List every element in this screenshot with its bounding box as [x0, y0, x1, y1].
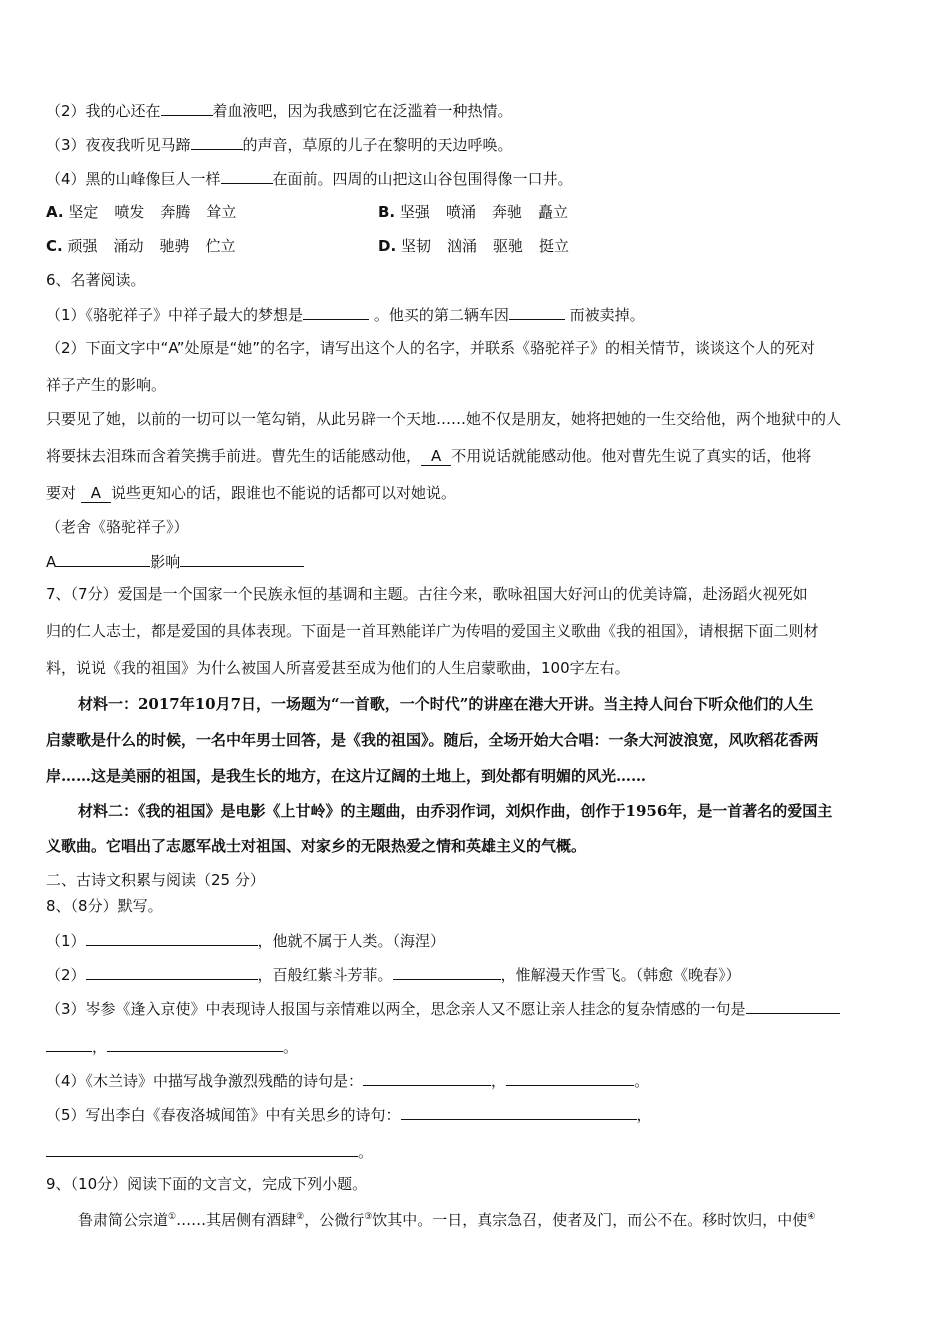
q7-line2: 归的仁人志士，都是爱国的具体表现。下面是一首耳熟能详广为传唱的爱国主义歌曲《我的祖国》，请根据下面二则材: [46, 622, 819, 640]
answer-blank[interactable]: [86, 963, 258, 980]
q9-passage-line1: 鲁肃简公宗道①……其居侧有酒肆②，公微行③饮其中。一日，真宗急召，使者及门，而公不在。移时饮归，中使④: [78, 1211, 816, 1229]
answer-blank[interactable]: [107, 1035, 283, 1052]
answer-blank[interactable]: [46, 1140, 358, 1157]
q6-passage-line3: 要对 A 说些更知心的话，跟谁也不能说的话都可以对她说。: [46, 484, 457, 502]
section-2-title: 二、古诗文积累与阅读（25 分）: [46, 871, 265, 889]
answer-blank[interactable]: [221, 167, 273, 184]
q8-item-4: （4）《木兰诗》中描写战争激烈残酷的诗句是： ， 。: [46, 1069, 649, 1092]
material-2-line2: 义歌曲。它唱出了志愿军战士对祖国、对家乡的无限热爱之情和英雄主义的气概。: [46, 837, 587, 855]
q5-sentence-2: （2）我的心还在 着血液吧，因为我感到它在泛滥着一种热情。: [46, 99, 513, 122]
footnote-3[interactable]: ③: [364, 1212, 373, 1222]
option-a[interactable]: A. 坚定 喷发 奔腾 耸立: [46, 203, 237, 221]
option-c[interactable]: C. 顽强 涌动 驰骋 伫立: [46, 237, 236, 255]
answer-blank[interactable]: [363, 1069, 491, 1086]
q6-answer-line: A 影响: [46, 550, 304, 573]
answer-blank[interactable]: [506, 1069, 634, 1086]
q5-sentence-3: （3）夜夜我听见马蹄 的声音，草原的儿子在黎明的天边呼唤。: [46, 133, 513, 156]
q8-item-3-line1: （3）岑参《逢入京使》中表现诗人报国与亲情难以两全，思念亲人又不愿让亲人挂念的复杂情感的一句是: [46, 997, 840, 1020]
answer-blank[interactable]: [56, 550, 150, 567]
q6-title: 6、名著阅读。: [46, 271, 146, 289]
answer-blank[interactable]: [746, 997, 840, 1014]
q6-item-2-line1: （2）下面文字中“A”处原是“她”的名字，请写出这个人的名字，并联系《骆驼祥子》的相关情节，谈谈这个人的死对: [46, 339, 816, 357]
footnote-1[interactable]: ①: [168, 1212, 177, 1222]
footnote-4[interactable]: ④: [807, 1212, 816, 1222]
answer-blank[interactable]: [303, 303, 369, 320]
name-placeholder-a: A: [421, 447, 451, 466]
q8-item-5-line2: 。: [46, 1140, 373, 1163]
q7-line3: 料，说说《我的祖国》为什么被国人所喜爱甚至成为他们的人生启蒙歌曲，100字左右。: [46, 659, 630, 677]
q6-source: （老舍《骆驼祥子》）: [46, 518, 189, 536]
q7-line1: 7、（7分）爱国是一个国家一个民族永恒的基调和主题。古往今来，歌咏祖国大好河山的优美诗篇，赴汤蹈火视死如: [46, 585, 808, 603]
answer-blank[interactable]: [509, 303, 565, 320]
answer-blank[interactable]: [46, 1035, 92, 1052]
q9-title: 9、（10分）阅读下面的文言文，完成下列小题。: [46, 1175, 368, 1193]
option-d[interactable]: D. 坚韧 汹涌 驱驰 挺立: [378, 237, 569, 255]
option-b[interactable]: B. 坚强 喷涌 奔驰 矗立: [378, 203, 568, 221]
material-1-line3: 岸……这是美丽的祖国，是我生长的地方，在这片辽阔的土地上，到处都有明媚的风光……: [46, 767, 647, 785]
q8-title: 8、（8分）默写。: [46, 897, 163, 915]
q6-passage-line2: 将要抹去泪珠而含着笑携手前进。曹先生的话能感动他， A 不用说话就能感动他。他对曹先生说了真实的话，他将: [46, 447, 812, 465]
q8-item-2: （2） ，百般红紫斗芳菲。 ，惟解漫天作雪飞。（韩愈《晚春》）: [46, 963, 741, 986]
answer-blank[interactable]: [191, 133, 243, 150]
footnote-2[interactable]: ②: [296, 1212, 305, 1222]
answer-blank[interactable]: [161, 99, 213, 116]
q8-item-3-line2: ， 。: [46, 1035, 298, 1058]
answer-blank[interactable]: [86, 929, 258, 946]
answer-blank[interactable]: [393, 963, 501, 980]
q6-passage-line1: 只要见了她，以前的一切可以一笔勾销，从此另辟一个天地……她不仅是朋友，她将把她的一生交给他，两个地狱中的人: [46, 410, 842, 428]
name-placeholder-a: A: [81, 484, 111, 503]
q5-sentence-4: （4）黑的山峰像巨人一样 在面前。四周的山把这山谷包围得像一口井。: [46, 167, 573, 190]
q8-item-5-line1: （5）写出李白《春夜洛城闻笛》中有关思乡的诗句： ，: [46, 1103, 652, 1126]
material-1-line1: 材料一：2017年10月7日，一场题为“一首歌，一个时代”的讲座在港大开讲。当主持人问台下听众他们的人生: [78, 695, 814, 713]
q6-item-2-line2: 祥子产生的影响。: [46, 376, 167, 394]
q8-item-1: （1） ，他就不属于人类。（海涅）: [46, 929, 445, 952]
material-2-line1: 材料二：《我的祖国》是电影《上甘岭》的主题曲，由乔羽作词，刘炽作曲，创作于1956年，是一首著名的爱国主: [78, 802, 833, 820]
answer-blank[interactable]: [180, 550, 304, 567]
material-1-line2: 启蒙歌是什么的时候，一名中年男士回答，是《我的祖国》。随后，全场开始大合唱：一条大河波浪宽，风吹稻花香两: [46, 731, 819, 749]
q6-item-1: （1）《骆驼祥子》中祥子最大的梦想是 。他买的第二辆车因 而被卖掉。: [46, 303, 645, 326]
answer-blank[interactable]: [401, 1103, 637, 1120]
